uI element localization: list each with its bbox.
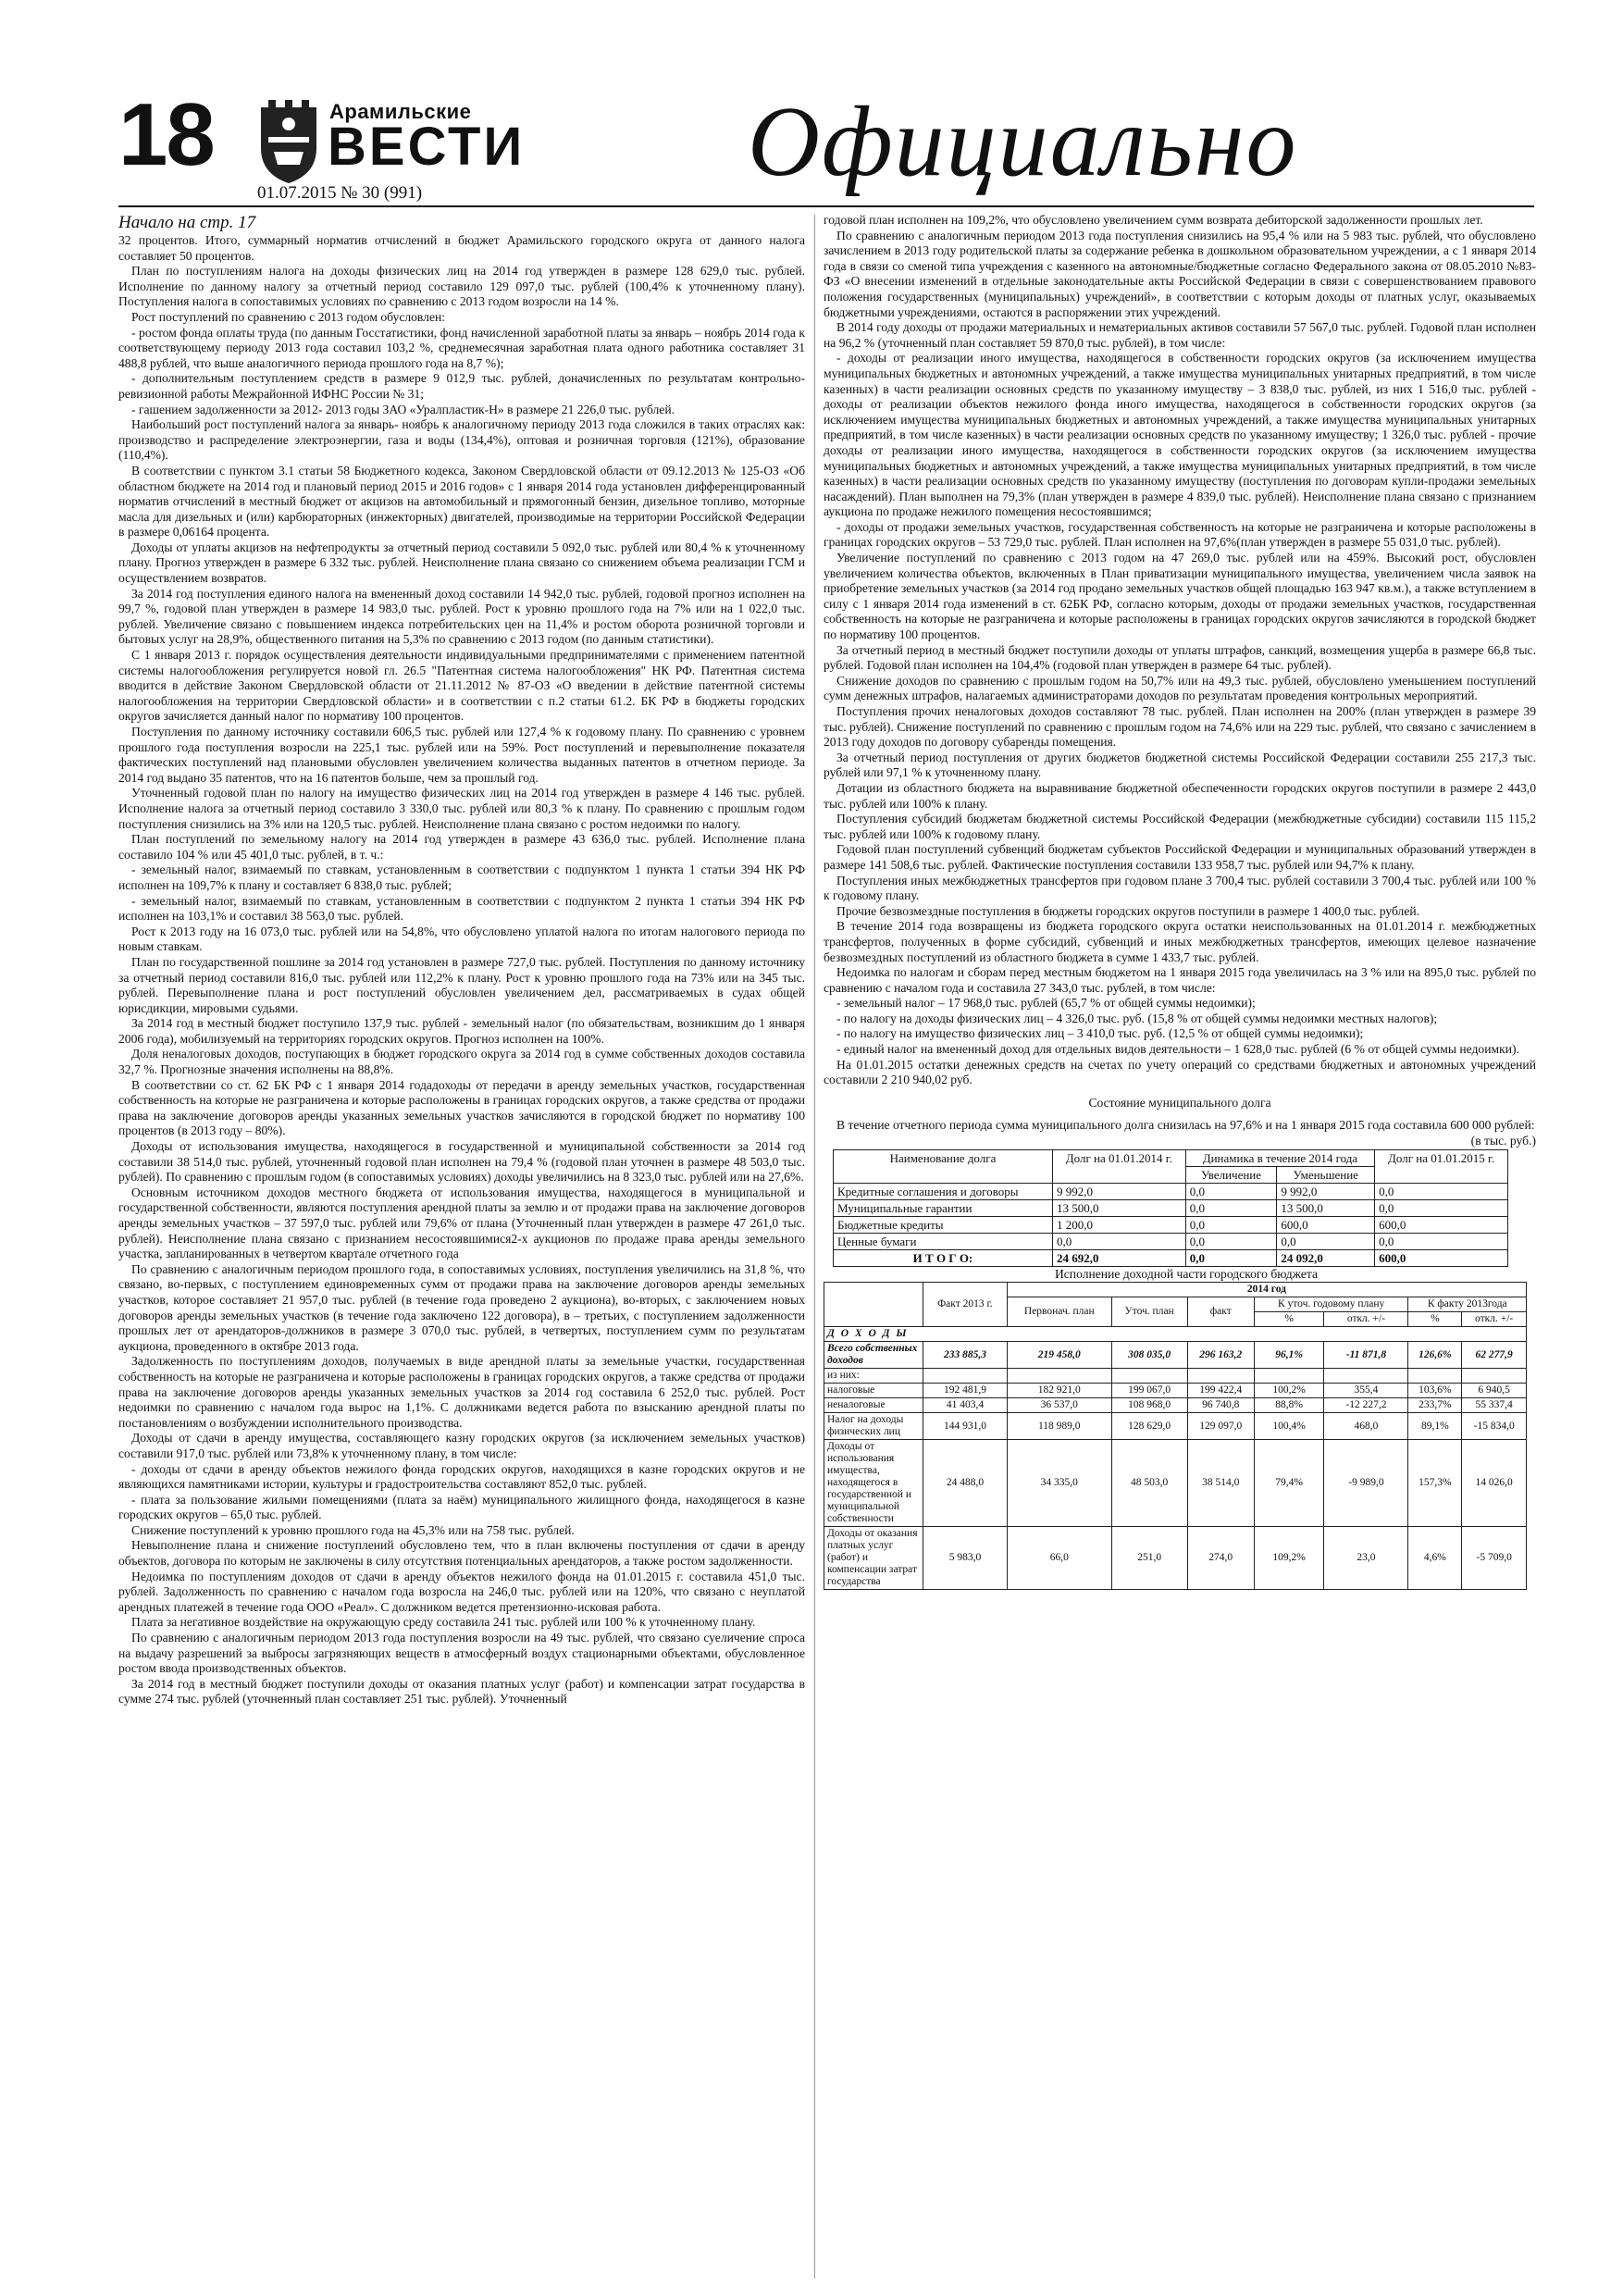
right-column-paragraph: Поступления субсидий бюджетам бюджетной системы Российской Федерации (межбюджетные субсидии) составили 115 115,2 тыс. рублей или 100% к годовому плану. [824,812,1536,841]
table-cell: 296 163,2 [1187,1342,1254,1369]
continued-note: Начало на стр. 17 [118,213,256,232]
section-title: Официально [748,87,1298,197]
table-cell: 600,0 [1277,1216,1375,1233]
newspaper-logo [255,100,607,192]
row-label: Доходы от использования имущества, находящегося в государственной и муниципальной собственности [824,1440,923,1527]
table-cell: 6 940,5 [1462,1384,1527,1398]
left-column-paragraph: Доходы от сдачи в аренду имущества, составляющего казну городских округов (за исключением земельных участков) составили 917,0 тыс. рублей или 73,8% к уточненному плану, в том числе: [118,1431,805,1460]
table-cell: 126,6% [1408,1342,1462,1369]
column-divider [814,215,815,2278]
row-label: Всего собственных доходов [824,1342,923,1369]
left-column-paragraph: За 2014 год поступления единого налога на вмененный доход составили 14 942,0 тыс. рублей, годовой прогноз исполнен на 99,7 %, годовой план утвержден в размере 14 983,0 тыс. рублей. Рост к уровню прошлого года на 7% или на 1 022,0 тыс. рублей. Увеличение связано с повышением индекса потребительских цен на 11,4% и ростом оборота розничной торговли и бытовых услуг на 28,9%, общественного питания на 5,3% по сравнению с 2013 годом (по данным статистики). [118,586,805,647]
table-cell: 38 514,0 [1187,1440,1254,1527]
left-column-paragraph: По сравнению с аналогичным периодом 2013 года поступления возросли на 49 тыс. рублей, что связано суеличение спроса на выдачу разрешений за выбросы загрязняющих веществ в атмосферный воздух стационарными объектами, обусловленное ростом ввода производственных объектов. [118,1631,805,1676]
income-col-dev-2: откл. +/- [1462,1312,1527,1327]
income-table-row [824,1384,1527,1398]
income-table-row [824,1440,1527,1527]
table-cell: -5 709,0 [1462,1527,1527,1590]
row-label: Доходы от оказания платных услуг (работ) и компенсации затрат государства [824,1527,923,1590]
left-column-paragraph: План поступлений по земельному налогу на 2014 год утвержден в размере 43 636,0 тыс. рублей. Исполнение плана составило 104 % или 45 401,0 тыс. рублей, в т. ч.: [118,832,805,862]
row-label: Налог на доходы физических лиц [824,1413,923,1440]
right-column-paragraph: Снижение доходов по сравнению с прошлым годом на 50,7% или на 49,3 тыс. рублей, обусловлено уменьшением поступлений сумм денежных штрафов, налагаемых администраторами доходов по результатам проведения контрольных мероприятий. [824,673,1536,703]
right-column-paragraph: За отчетный период поступления от других бюджетов бюджетной системы Российской Федерации составили 255 217,3 тыс. рублей или 97,1 % к уточненному плану. [824,750,1536,780]
left-column-paragraph: - гашением задолженности за 2012- 2013 годы ЗАО «Уралпластик-Н» в размере 21 226,0 тыс. рублей. [131,402,675,416]
income-table-row [824,1369,1527,1384]
right-column-paragraph: Поступления иных межбюджетных трансфертов при годовом плане 3 700,4 тыс. рублей составили 3 700,4 тыс. рублей или 100 % к годовому плану. [824,873,1536,903]
income-col-pct-2: % [1408,1312,1462,1327]
table-cell: 600,0 [1375,1249,1508,1266]
table-cell: 24 488,0 [923,1440,1008,1527]
left-column-paragraph: За 2014 год в местный бюджет поступило 137,9 тыс. рублей - земельный налог (по обязательствам, возникшим до 1 января 2006 года), мобилизуемый на территориях городских округов. Прогноз исполнен на 100%. [118,1016,805,1046]
income-col-pct-1: % [1254,1312,1324,1327]
row-label: из них: [824,1369,923,1384]
table-cell: 24 692,0 [1052,1249,1185,1266]
table-cell: -11 871,8 [1324,1342,1408,1369]
right-column-paragraph: В течение 2014 года возвращены из бюджета городского округа остатки неиспользованных на 01.01.2014 г. межбюджетных трансфертов, полученных в форме субсидий, субвенций и иных межбюджетных трансфертов, имеющих целевое назначение безвозмездных поступлений из областного бюджета в сумме 1 433,7 тыс. рублей. [824,919,1536,964]
left-column-paragraph: - земельный налог, взимаемый по ставкам, установленным в соответствии с подпунктом 1 пункта 1 статьи 394 НК РФ исполнен на 109,7% к плану и составляет 6 838,0 тыс. рублей; [118,863,805,892]
table-cell: 600,0 [1375,1216,1508,1233]
right-column-paragraph: - единый налог на вмененный доход для отдельных видов деятельности – 1 628,0 тыс. рублей (6 % от общей суммы недоимки). [836,1042,1519,1057]
income-table-row [824,1398,1527,1413]
table-cell [1007,1369,1111,1384]
right-column-paragraph: В 2014 году доходы от продажи материальных и нематериальных активов составили 57 567,0 тыс. рублей. Годовой план исполнен на 96,2 % (уточненный план составляет 59 870,0 тыс. рублей), в том числе: [824,320,1536,350]
table-cell: 0,0 [1375,1183,1508,1199]
right-column [824,213,1536,1590]
debt-table-row [834,1183,1508,1199]
table-cell: 118 989,0 [1007,1413,1111,1440]
left-column-paragraph: В соответствии с пунктом 3.1 статьи 58 Бюджетного кодекса, Законом Свердловской области от 09.12.2013 № 125-ОЗ «Об областном бюджете на 2014 год и плановый период 2015 и 2016 годов» с 1 января 2014 года установлен дифференцированный норматив отчислений в местный бюджет от акцизов на автомобильный и прямогонный бензин, дизельное топливо, моторные масла для дизельных и (или) карбюраторных (инжекторных) двигателей, производимые на территории Российской Федерации в размере 0,06164 процента. [118,463,805,540]
debt-col-decrease: Уменьшение [1277,1166,1375,1183]
left-column-paragraph: План по государственной пошлине за 2014 год установлен в размере 727,0 тыс. рублей. Поступления по данному источнику за отчетный период составили 816,0 тыс. рублей или 112,2% к плану. Рост к уровню прошлого года на 73% или на 345 тыс. рублей. Перевыполнение плана и рост поступлений обусловлен увеличением дел, рассматриваемых в судах общей юрисдикции, мировыми судьями. [118,954,805,1015]
table-cell [1408,1369,1462,1384]
debt-table-body [834,1183,1508,1266]
table-cell: 0,0 [1375,1233,1508,1249]
table-cell: 274,0 [1187,1527,1254,1590]
table-cell: 0,0 [1185,1199,1277,1216]
table-cell: 199 067,0 [1111,1384,1187,1398]
table-cell: 468,0 [1324,1413,1408,1440]
income-col-to-refined: К уточ. годовому плану [1254,1297,1408,1312]
table-cell: 0,0 [1277,1233,1375,1249]
debt-intro: В течение отчетного периода сумма муниципального долга снизилась на 97,6% и на 1 января 2015 года составила 600 000 рублей: [836,1118,1535,1133]
debt-table-row [834,1216,1508,1233]
right-column-paragraph: Увеличение поступлений по сравнению с 2013 годом на 47 269,0 тыс. рублей или на 459%. Высокий рост, обусловлен увеличением количества объектов, включенных в План приватизации муниципального имущества, увеличением числа заявок на приобретение земельных участков (за 2014 год продано земельных участков общей площадью 163 947 кв.м.), а также вступлением в силу с 1 января 2014 года изменений в ст. 62БК РФ, согласно которым, доходы от продажи земельных участков, государственная собственность на которые не разграничена и которые расположены в границах городских округов зачисляются в городской бюджет по нормативу 100 процентов. [824,551,1536,642]
table-cell: 41 403,4 [923,1398,1008,1413]
table-cell: 34 335,0 [1007,1440,1111,1527]
income-table-row [824,1342,1527,1369]
right-column-paragraph: - земельный налог – 17 968,0 тыс. рублей (65,7 % от общей суммы недоимки); [836,996,1256,1011]
row-label: Муниципальные гарантии [834,1199,1053,1216]
income-col-to-fact2013: К факту 2013года [1408,1297,1527,1312]
debt-col-end: Долг на 01.01.2015 г. [1375,1149,1508,1183]
table-cell: 308 035,0 [1111,1342,1187,1369]
left-column-text [118,233,805,1707]
right-column-paragraph: годовой план исполнен на 109,2%, что обусловлено увеличением сумм возврата дебиторской задолженности прошлых лет. [824,213,1483,227]
income-table-row [824,1413,1527,1440]
right-column-paragraph: За отчетный период в местный бюджет поступили доходы от уплаты штрафов, санкций, возмещения ущерба в размере 66,8 тыс. рублей. Годовой план исполнен на 104,4% (годовой план утвержден в размере 64 тыс. рублей). [824,642,1536,673]
left-column-paragraph: Плата за негативное воздействие на окружающую среду составила 241 тыс. рублей или 100 % к уточненному плану. [131,1615,756,1630]
income-col-initial-plan: Первонач. план [1007,1297,1111,1327]
right-column-paragraph: - по налогу на доходы физических лиц – 4 326,0 тыс. руб. (15,8 % от общей суммы недоимки местных налогов); [836,1011,1438,1025]
left-column-paragraph: Доходы от уплаты акцизов на нефтепродукты за отчетный период составили 5 092,0 тыс. рублей или 80,4 % к уточненному плану. Прогноз утвержден в размере 6 332 тыс. рублей. Неисполнение плана связано со снижением объема реализации ГСМ и осуществлением возвратов. [118,540,805,586]
table-cell: 5 983,0 [923,1527,1008,1590]
table-cell: 0,0 [1185,1233,1277,1249]
income-col-year2014: 2014 год [1007,1283,1526,1297]
right-column-paragraph: Дотации из областного бюджета на выравнивание бюджетной обеспеченности городских округов поступили в размере 2 443,0 тыс. рублей или 100% к плану. [824,780,1536,811]
left-column-paragraph: - земельный налог, взимаемый по ставкам, установленным в соответствии с подпунктом 2 пункта 1 статьи 394 НК РФ исполнен на 103,1% и составил 38 563,0 тыс. рублей. [118,893,805,924]
left-column-paragraph: - ростом фонда оплаты труда (по данным Госстатистики, фонд начисленной заработной платы за январь – ноябрь 2014 года к соответствующему периоду 2013 года составил 103,2 %, среднемесячная заработная плата одного работника составляет 31 488,8 рублей, что выше аналогичного периода прошлого года на 8,7 %); [118,325,805,370]
income-section-label: Д О Х О Д Ы [824,1327,1527,1342]
table-cell: 23,0 [1324,1527,1408,1590]
table-cell: 100,4% [1254,1413,1324,1440]
debt-col-increase: Увеличение [1185,1166,1277,1183]
table-cell: 144 931,0 [923,1413,1008,1440]
left-column-paragraph: Задолженность по поступлениям доходов, получаемых в виде арендной платы за земельные участки, государственная собственность на которые не разграничена и которые расположены в границах городских округов, а также средства от продажи права на заключение договоров аренды указанных земельных участков за 2014 год составила 6 252,0 тыс. рублей. Рост недоимки по сравнению с началом года вырос на 1,1%. С должниками ведется работа по взысканию арендной платы по постановлениям о возбуждении исполнительного производства. [118,1354,805,1430]
income-col-dev-1: откл. +/- [1324,1312,1408,1327]
row-label: налоговые [824,1384,923,1398]
right-column-paragraph: По сравнению с аналогичным периодом 2013 года поступления снизились на 95,4 % или на 5 983 тыс. рублей, что обусловлено зачислением в 2013 году родительской платы за содержание ребенка в дошкольном образовательном учреждении, а с 1 января 2014 года в связи со сменой типа учреждения с казенного на автономные/бюджетные согласно Федерального закона от 08.05.2010 №83-ФЗ «О внесении изменений в отдельные законодательные акты Российской Федерации в связи с совершенствованием правового положения государственных (муниципальных) учреждений», в соответствии с которым доходы от платных услуг, оказываемых бюджетными учреждениями, остаются в распоряжении этих учреждений. [824,228,1536,319]
left-column-paragraph: - доходы от сдачи в аренду объектов нежилого фонда городских округов, находящихся в казне городских округов и не являющихся памятниками истории, культуры и градостроительства составляют 852,0 тыс. рублей. [118,1461,805,1492]
left-column-paragraph: Невыполнение плана и снижение поступлений обусловлено тем, что в план включены поступления от сдачи в аренду объектов, договора по которым не заключены в силу отсутствия потенциальных арендаторов, а также ростом задолженности. [118,1538,805,1569]
left-column-paragraph: За 2014 год в местный бюджет поступили доходы от оказания платных услуг (работ) и компенсации затрат государства в сумме 274 тыс. рублей (уточненный план составляет 251 тыс. рублей). Уточненный [118,1676,805,1706]
table-cell [923,1369,1008,1384]
table-cell: 100,2% [1254,1384,1324,1398]
table-cell: 0,0 [1185,1249,1277,1266]
income-table-title: Исполнение доходной части городского бюджета [1054,1266,1319,1281]
right-column-paragraph: Недоимка по налогам и сборам перед местным бюджетом на 1 января 2015 года увеличилась на 3 % или на 895,0 тыс. рублей по сравнению с началом года и составила 27 343,0 тыс. рублей, в том числе: [824,965,1536,995]
header-rule [118,205,1534,207]
left-column-paragraph: 32 процентов. Итого, суммарный норматив отчислений в бюджет Арамильского городского округа от данного налога составляет 50 процентов. [118,233,805,263]
left-column-paragraph: Снижение поступлений к уровню прошлого года на 45,3% или на 758 тыс. рублей. [131,1522,575,1537]
table-cell: -15 834,0 [1462,1413,1527,1440]
table-cell: 9 992,0 [1277,1183,1375,1199]
debt-col-start: Долг на 01.01.2014 г. [1052,1149,1185,1183]
left-column-paragraph: Уточненный годовой план по налогу на имущество физических лиц на 2014 год утвержден в размере 4 146 тыс. рублей. Исполнение налога за отчетный период составило 3 330,0 тыс. рублей или 80,3 % к плану. По сравнению с прошлым годом поступления снизились на 3% или на 120,5 тыс. рублей. Неисполнение плана связано с ростом недоимки по налогу. [118,786,805,831]
table-cell: 24 092,0 [1277,1249,1375,1266]
right-column-paragraph: Прочие безвозмездные поступления в бюджеты городских округов поступили в размере 1 400,0 тыс. рублей. [836,903,1420,918]
table-cell [1111,1369,1187,1384]
masthead [118,85,1525,203]
table-cell: 89,1% [1408,1413,1462,1440]
table-cell: 96,1% [1254,1342,1324,1369]
right-column-paragraph: На 01.01.2015 остатки денежных средств на счетах по учету операций со средствами бюджетных и автономных учреждений составили 2 210 940,02 руб. [824,1057,1536,1087]
income-col-fact: факт [1187,1297,1254,1327]
table-cell: 55 337,4 [1462,1398,1527,1413]
income-col-fact2013: Факт 2013 г. [923,1283,1008,1327]
table-cell: -9 989,0 [1324,1440,1408,1527]
income-execution-table [824,1282,1527,1590]
left-column-paragraph: Основным источником доходов местного бюджета от использования имущества, находящегося в муниципальной и государственной собственности, являются поступления арендной платы за землю и от продажи права на заключение договоров аренды земельных участков – 37 597,0 тыс. рублей или 79,6% от плана (Уточненный план утвержден в размере 47 261,0 тыс. рублей). Неисполнение плана связано с признанием несостоявшимися2-х аукционов по продаже права аренды земельного участка, запланированных в четвертом квартале отчетного года [118,1185,805,1261]
table-cell: 0,0 [1375,1199,1508,1216]
table-cell: 192 481,9 [923,1384,1008,1398]
income-col-refined-plan: Уточ. план [1111,1297,1187,1327]
table-cell: 219 458,0 [1007,1342,1111,1369]
table-cell: -12 227,2 [1324,1398,1408,1413]
table-cell: 1 200,0 [1052,1216,1185,1233]
table-cell: 182 921,0 [1007,1384,1111,1398]
left-column-paragraph: Доля неналоговых доходов, поступающих в бюджет городского округа за 2014 год в сумме собственных доходов составила 32,7 %. Прогнозные значения исполнены на 88,8%. [118,1047,805,1077]
issue-date-number: 01.07.2015 № 30 (991) [257,183,423,203]
table-cell: 14 026,0 [1462,1440,1527,1527]
table-cell: 157,3% [1408,1440,1462,1527]
table-cell: 233 885,3 [923,1342,1008,1369]
left-column-paragraph: По сравнению с аналогичным периодом прошлого года, в сопоставимых условиях, поступления увеличились на 31,8 %, что связано, во-первых, с поступлением единовременных сумм от продажи права на заключение договоров аренды земельных участков, которое составляет 21 957,0 тыс. рублей (в течение года проведено 2 аукциона), во-вторых, с заключением новых договоров аренды земельных участков (в течение года заключено 122 договора), в – третьих, с поступлением задолженности прошлых лет от арендаторов-должников в размере 3 070,0 тыс. рублей, в четвертых, поступлением сумм по результатам аукциона, проведенного в октябре 2013 года. [118,1261,805,1353]
debt-col-name: Наименование долга [834,1149,1053,1183]
table-cell: 48 503,0 [1111,1440,1187,1527]
town-crest-icon [255,100,322,185]
row-label: неналоговые [824,1398,923,1413]
logo-title-small: Арамильские [329,100,472,123]
table-cell [1187,1369,1254,1384]
municipal-debt-table [833,1149,1508,1267]
table-cell: 0,0 [1185,1183,1277,1199]
table-cell [1462,1369,1527,1384]
table-cell: 251,0 [1111,1527,1187,1590]
row-label: Ценные бумаги [834,1233,1053,1249]
table-cell: 355,4 [1324,1384,1408,1398]
table-cell: 129 097,0 [1187,1413,1254,1440]
table-cell [1254,1369,1324,1384]
table-cell: 103,6% [1408,1384,1462,1398]
debt-col-dynamics: Динамика в течение 2014 года [1185,1149,1374,1166]
debt-table-row [834,1233,1508,1249]
row-label: И Т О Г О: [834,1249,1053,1266]
table-cell: 0,0 [1052,1233,1185,1249]
logo-title-big: ВЕСТИ [328,117,526,177]
right-column-paragraph: - по налогу на имущество физических лиц – 3 410,0 тыс. руб. (12,5 % от общей суммы недоимки); [836,1026,1364,1041]
left-column-paragraph: Рост поступлений по сравнению с 2013 годом обусловлен: [131,309,446,324]
table-cell: 128 629,0 [1111,1413,1187,1440]
right-column-paragraph: - доходы от реализации иного имущества, находящегося в собственности городских округов (за исключением имущества муниципальных бюджетных и автономных учреждений, а также имущества муниципальных унитарных предприятий, в том числе казенных) в части реализации основных средств по указанному имуществу – 3 838,0 тыс. рублей, из них 1 516,0 тыс. рублей - доходы от реализации объектов нежилого фонда иного имущества, находящегося в собственности городских округов (за исключением имущества муниципальных бюджетных и автономных учреждений, а также имущества муниципальных унитарных предприятий, в том числе казенных) в части реализации основных средств по указанному имуществу; 1 326,0 тыс. рублей - прочие доходы от реализации иного имущества, находящегося в собственности городских округов (за исключением имущества муниципальных бюджетных и автономных учреждений, а также имущества муниципальных унитарных предприятий, в том числе казенных) в части реализации основных средств по указанному имуществу (поступления по договорам купли-продажи земельных насаждений). План выполнен на 79,3% (план утвержден в размере 4 839,0 тыс. рублей). Неисполнение плана связано с признанием аукциона по продаже нежилого помещения несостоявшимся; [824,351,1536,519]
table-cell: 79,4% [1254,1440,1324,1527]
table-cell: 4,6% [1408,1527,1462,1590]
left-column-paragraph: План по поступлениям налога на доходы физических лиц на 2014 год утвержден в размере 128 629,0 тыс. рублей. Исполнение по данному налогу за отчетный период составило 129 097,0 тыс. рублей (100,4% к уточненному плану). Поступления налога в сопоставимых условиях по сравнению с 2013 годом возросли на 14 %. [118,264,805,309]
table-cell: 109,2% [1254,1527,1324,1590]
debt-table-row [834,1199,1508,1216]
table-cell: 0,0 [1185,1216,1277,1233]
income-table-body [824,1342,1527,1590]
row-label: Кредитные соглашения и договоры [834,1183,1053,1199]
table-cell: 62 277,9 [1462,1342,1527,1369]
table-cell: 66,0 [1007,1527,1111,1590]
page-number: 18 [118,85,214,184]
debt-table-total-row [834,1249,1508,1266]
left-column-paragraph: С 1 января 2013 г. порядок осуществления деятельности индивидуальными предпринимателями с применением патентной системы налогообложения регулируется новой гл. 26.5 "Патентная система налогообложения" НК РФ. Патентная система вводится в действие Законом Свердловской области от 21.11.2012 № 87-ОЗ «О введении в действие патентной системы налогообложения на территории Свердловской области» и в соответствии с п.2 статьи 61.2. БК РФ в бюджеты городских округов зачисляется данный налог по нормативу 100 процентов. [118,648,805,724]
table-cell [1324,1369,1408,1384]
table-cell: 36 537,0 [1007,1398,1111,1413]
table-cell: 9 992,0 [1052,1183,1185,1199]
table-cell: 108 968,0 [1111,1398,1187,1413]
left-column-paragraph: - плата за пользование жилыми помещениями (плата за наём) муниципального жилищного фонда, находящегося в казне городских округов – 65,0 тыс. рублей. [118,1492,805,1522]
left-column-paragraph: - дополнительным поступлением средств в размере 9 012,9 тыс. рублей, доначисленных по результатам контрольно-ревизионной работы Межрайонной ИФНС России № 31; [118,371,805,401]
left-column-paragraph: Рост к 2013 году на 16 073,0 тыс. рублей или на 54,8%, что обусловлено уплатой налога по итогам налогового периода по новым ставкам. [118,924,805,954]
row-label: Бюджетные кредиты [834,1216,1053,1233]
left-column-paragraph: Недоимка по поступлениям доходов от сдачи в аренду объектов нежилого фонда на 01.01.2015 г. составила 451,0 тыс. рублей. Задолженность по сравнению с началом года возросла на 246,0 тыс. рублей или на 120%, что связано с неуплатой арендных платежей в течение года ООО «Реал». С должником ведется претензионно-исковая работа. [118,1569,805,1614]
table-cell: 88,8% [1254,1398,1324,1413]
debt-heading: Состояние муниципального долга [1088,1095,1271,1110]
income-table-row [824,1527,1527,1590]
table-cell: 233,7% [1408,1398,1462,1413]
table-cell: 96 740,8 [1187,1398,1254,1413]
right-column-paragraph: Годовой план поступлений субвенций бюджетам субъектов Российской Федерации и муниципальных образований утвержден в размере 141 508,6 тыс. рублей. Фактические поступления составили 133 958,7 тыс. рублей или 94,7% к плану. [824,842,1536,872]
left-column-paragraph: Доходы от использования имущества, находящегося в государственной и муниципальной собственности за 2014 год составили 38 514,0 тыс. рублей, уточненный годовой план исполнен на 79,4 % (годовой план уточнен в размере 48 503,0 тыс. рублей). По сравнению с прошлым годом (в сопоставимых условиях) доходы увеличились на 8 323,0 тыс. рублей или на 27,6%. [118,1139,805,1185]
right-column-paragraph: Поступления прочих неналоговых доходов составляют 78 тыс. рублей. План исполнен на 200% (план утвержден в размере 39 тыс. рублей). Снижение поступлений по сравнению с прошлым годом на 74,6% или на 229 тыс. рублей, что связано с зачислением в 2013 году доходов по договору субаренды помещения. [824,704,1536,750]
left-column-paragraph: В соответствии со ст. 62 БК РФ с 1 января 2014 годадоходы от передачи в аренду земельных участков, государственная собственность на которые не разграничена и которые расположены в границах городских округов, а также средства от продажи права на заключение договоров аренды указанных земельных участков зачисляются в городской бюджет по нормативу 100 процентов (в 2013 году – 80%). [118,1077,805,1138]
table-cell: 13 500,0 [1052,1199,1185,1216]
table-cell: 199 422,4 [1187,1384,1254,1398]
table-cell: 13 500,0 [1277,1199,1375,1216]
left-column [118,213,805,1707]
income-col-label-header [824,1283,923,1327]
debt-units: (в тыс. руб.) [1470,1134,1536,1148]
left-column-paragraph: Поступления по данному источнику составили 606,5 тыс. рублей или 127,4 % к годовому плану. По сравнению с уровнем прошлого года поступления возросли на 225,1 тыс. рублей или на 59%. Рост поступлений и перевыполнение показателя фактических поступлений над плановыми обусловлен увеличением количества выданных патентов в отчетном периоде. За 2014 год выдано 35 патентов, что на 16 патентов больше, чем за прошлый год. [118,725,805,785]
left-column-paragraph: Наибольший рост поступлений налога за январь- ноябрь к аналогичному периоду 2013 года сложился в таких отраслях как: производство и распределение электроэнергии, газа и воды (134,4%), оптовая и розничная торговля (121%), образование (110,4%). [118,417,805,463]
right-column-paragraph: - доходы от продажи земельных участков, государственная собственность на которые не разграничена и которые расположены в границах городских округов – 53 729,0 тыс. рублей. План исполнен на 97,6%(план утвержден в размере 55 031,0 тыс. рублей). [824,519,1536,550]
right-column-text [824,213,1536,1088]
